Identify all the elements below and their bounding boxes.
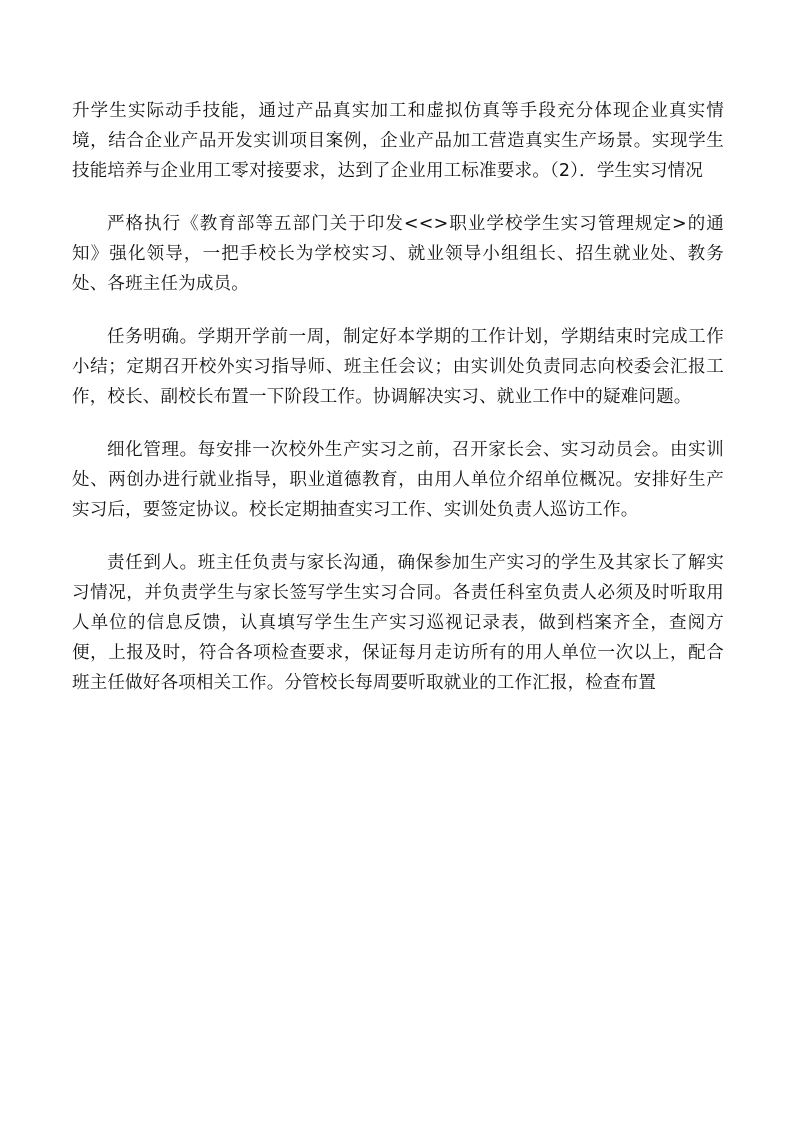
paragraph-responsibility: 责任到人。班主任负责与家长沟通，确保参加生产实习的学生及其家长了解实习情况，并负责学生与家长签写学生实习合同。各责任科室负责人必须及时听取用人单位的信息反馈，认真填写学生生产实习巡视记录表，做到档案齐全，查阅方便，上报及时，符合各项检查要求，保证每月走访所有的用人单位一次以上，配合班主任做好各项相关工作。分管校长每周要听取就业的工作汇报，检查布置 [72,553,724,693]
paragraph-implementation: 严格执行《教育部等五部门关于印发<<>职业学校学生实习管理规定>的通知》强化领导，一把手校长为学校实习、就业领导小组组长、招生就业处、教务处、各班主任为成员。 [72,214,724,294]
document-body [72,96,724,721]
paragraph-task-clarity: 任务明确。学期开学前一周，制定好本学期的工作计划，学期结束时完成工作小结；定期召开校外实习指导师、班主任会议；由实训处负责同志向校委会汇报工作，校长、副校长布置一下阶段工作。协调解决实习、就业工作中的疑难问题。 [72,327,724,407]
paragraph-continuation: 升学生实际动手技能，通过产品真实加工和虚拟仿真等手段充分体现企业真实情境，结合企业产品开发实训项目案例，企业产品加工营造真实生产场景。实现学生技能培养与企业用工零对接要求，达到了企业用工标准要求。（2）．学生实习情况 [72,101,724,181]
paragraph-detailed-management: 细化管理。每安排一次校外生产实习之前，召开家长会、实习动员会。由实训处、两创办进行就业指导，职业道德教育，由用人单位介绍单位概况。安排好生产实习后，要签定协议。校长定期抽查实习工作、实训处负责人巡访工作。 [72,440,724,520]
